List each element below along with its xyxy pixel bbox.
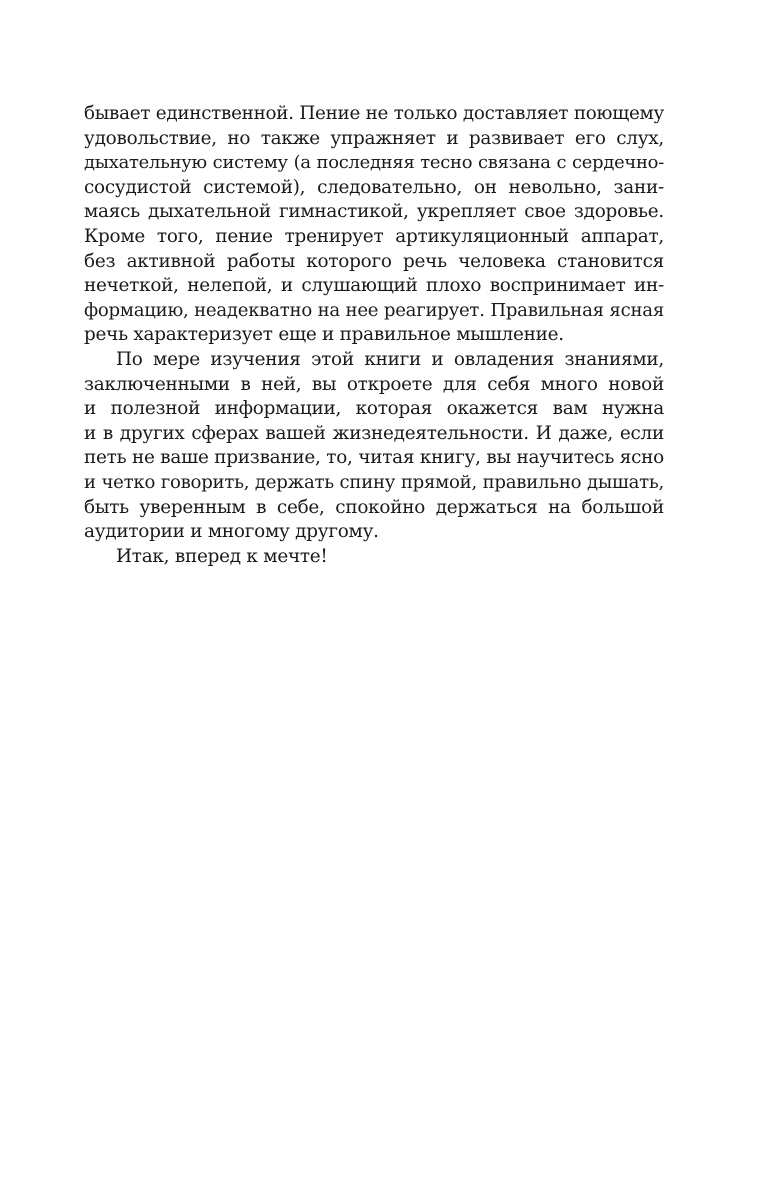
text-line: нечеткой, нелепой, и слушающий плохо воспринимает ин- [84, 275, 664, 297]
paragraph [84, 545, 664, 570]
text-line: Итак, вперед к мечте! [116, 545, 328, 567]
text-line: удовольствие, но также упражняет и развивает его слух, [84, 127, 664, 149]
text-line: быть уверенным в себе, спокойно держаться на большой [84, 496, 664, 518]
text-line: аудитории и многому другому. [84, 521, 379, 543]
paragraph [84, 102, 664, 348]
text-line: Кроме того, пение тренирует артикуляционный аппарат, [84, 225, 664, 247]
text-line: маясь дыхательной гимнастикой, укрепляет свое здоровье. [84, 201, 664, 223]
text-line: дыхательную систему (а последняя тесно связана с сердечно- [84, 152, 664, 174]
text-line: сосудистой системой), следовательно, он невольно, зани- [84, 176, 664, 198]
text-line: формацию, неадекватно на нее реагирует. Правильная ясная [84, 299, 664, 321]
paragraph [84, 348, 664, 545]
text-line: и в других сферах вашей жизнедеятельности. И даже, если [84, 422, 664, 444]
text-line: петь не ваше призвание, то, читая книгу, вы научитесь ясно [84, 447, 664, 469]
text-line: заключенными в ней, вы откроете для себя много новой [84, 373, 664, 395]
text-line: По мере изучения этой книги и овладения знаниями, [116, 348, 664, 370]
text-line: и полезной информации, которая окажется вам нужна [84, 398, 664, 420]
text-line: бывает единственной. Пение не только доставляет поющему [84, 103, 664, 124]
text-line: без активной работы которого речь человека становится [84, 250, 664, 272]
text-line: и четко говорить, держать спину прямой, правильно дышать, [84, 471, 664, 493]
text-line: речь характеризует еще и правильное мышление. [84, 324, 564, 346]
body-text [84, 102, 664, 569]
